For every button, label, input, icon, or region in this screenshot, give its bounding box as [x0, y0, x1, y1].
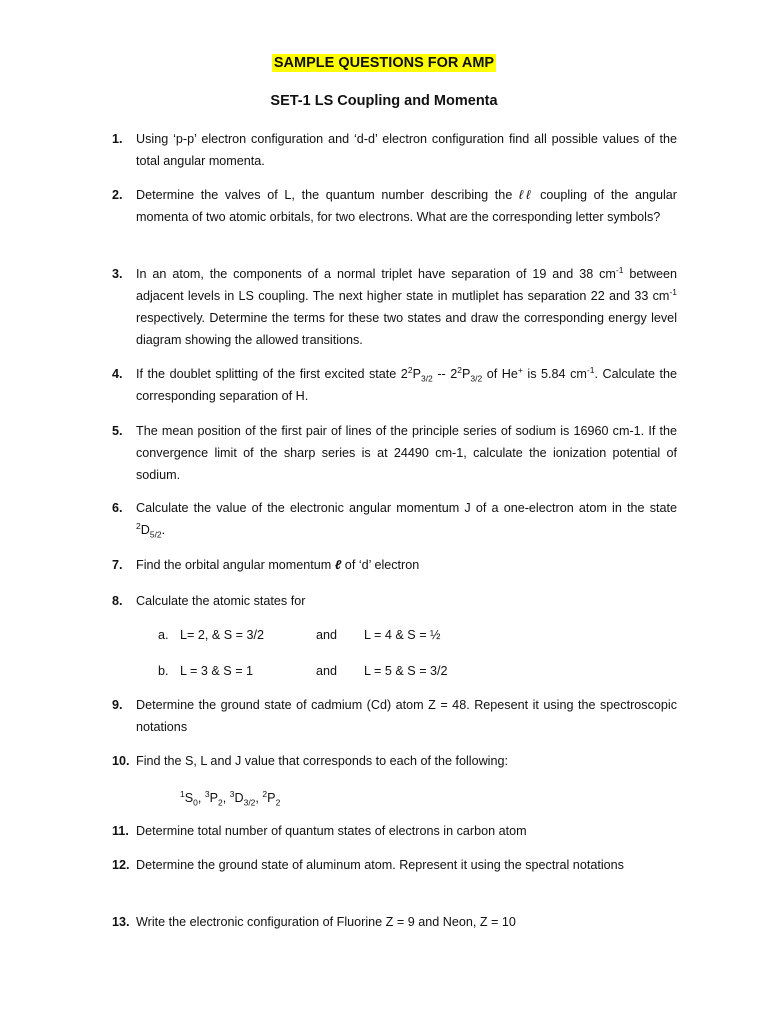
- question-text: Determine the ground state of cadmium (Cd) atom Z = 48. Repesent it using the spectroscopic notations: [136, 698, 677, 734]
- question-4: [112, 363, 677, 407]
- sub-letter: b.: [158, 664, 169, 678]
- question-2: [112, 184, 677, 228]
- title-highlight: SAMPLE QUESTIONS FOR AMP: [273, 55, 495, 71]
- question-number: 4.: [112, 367, 123, 381]
- condition-2: L = 4 & S = ½: [364, 628, 441, 642]
- set-heading: SET-1 LS Coupling and Momenta: [270, 93, 498, 109]
- question-text: Write the electronic configuration of Fluorine Z = 9 and Neon, Z = 10: [136, 915, 516, 929]
- question-number: 9.: [112, 698, 123, 712]
- question-12: [112, 854, 677, 876]
- and-label: and: [316, 628, 338, 642]
- term-symbols: $^1S_0$, $^3P_2$, $^3D_{3/2}$, $^2P_2$: [180, 788, 281, 808]
- question-text: Determine the ground state of aluminum atom. Represent it using the spectral notations: [136, 858, 624, 872]
- question-9: [112, 694, 677, 738]
- question-6: [112, 497, 677, 541]
- ell-symbol: ℓℓ: [518, 188, 534, 202]
- subquestion-b: [158, 660, 638, 682]
- question-text: Find the S, L and J value that corresponds to each of the following:: [136, 754, 508, 768]
- question-number: 5.: [112, 424, 123, 438]
- question-text: If the doublet splitting of the first excited state $2^2P_{3/2} -- 2^2P_{3/2}$ of He+ is 5.84 $cm^{-1}$. Calculate the corresponding separation of H.: [136, 364, 678, 403]
- question-text: Calculate the value of the electronic angular momentum J of a one-electron atom in the state $^2D_{5/2}$.: [136, 501, 677, 540]
- question-number: 2.: [112, 188, 123, 202]
- sub-letter: a.: [158, 628, 169, 642]
- question-10: [112, 750, 677, 772]
- question-3: [112, 263, 677, 351]
- question-number: 10.: [112, 754, 130, 768]
- condition-2: L = 5 & S = 3/2: [364, 664, 448, 678]
- question-13: [112, 911, 677, 933]
- ell-symbol: ℓ: [334, 558, 342, 572]
- question-number: 6.: [112, 501, 123, 515]
- subquestion-a: [158, 624, 638, 646]
- and-label: and: [316, 664, 338, 678]
- question-11: [112, 820, 677, 842]
- question-number: 13.: [112, 915, 130, 929]
- question-text: Find the orbital angular momentum ℓ of ‘d’ electron: [136, 558, 420, 572]
- condition-1: L = 3 & S = 1: [180, 664, 254, 678]
- question-text: Determine total number of quantum states of electrons in carbon atom: [136, 824, 527, 838]
- question-text: The mean position of the first pair of lines of the principle series of sodium is 16960 cm-1. If the convergence limit of the sharp series is at 24490 cm-1, calculate the ionization potential of sodium.: [136, 424, 677, 482]
- question-text: Using ‘p-p’ electron configuration and ‘d-d’ electron configuration find all possible values of the total angular momenta.: [136, 132, 677, 168]
- question-text: In an atom, the components of a normal triplet have separation of 19 and 38 $cm^{-1}$ between adjacent levels in LS coupling. The next higher state in mutliplet has separation 22 and 33 $cm^{-1}$ respectively. Determine the terms for these two states and draw the corresponding energy level diagram showing the allowed transitions.: [136, 264, 678, 347]
- question-text: Determine the valves of L, the quantum number describing the ℓℓ coupling of the angular momenta of two atomic orbitals, for two electrons. What are the corresponding letter symbols?: [136, 188, 677, 224]
- question-7: [112, 554, 677, 576]
- question-text: Calculate the atomic states for: [136, 594, 306, 608]
- question-number: 1.: [112, 132, 123, 146]
- condition-1: L= 2, & S = 3/2: [180, 628, 265, 642]
- question-number: 3.: [112, 267, 123, 281]
- question-number: 12.: [112, 858, 130, 872]
- question-number: 7.: [112, 558, 123, 572]
- document-title: [0, 54, 768, 72]
- question-8: [112, 590, 677, 612]
- question-1: [112, 128, 677, 172]
- question-number: 8.: [112, 594, 123, 608]
- question-number: 11.: [112, 824, 129, 838]
- question-5: [112, 420, 677, 486]
